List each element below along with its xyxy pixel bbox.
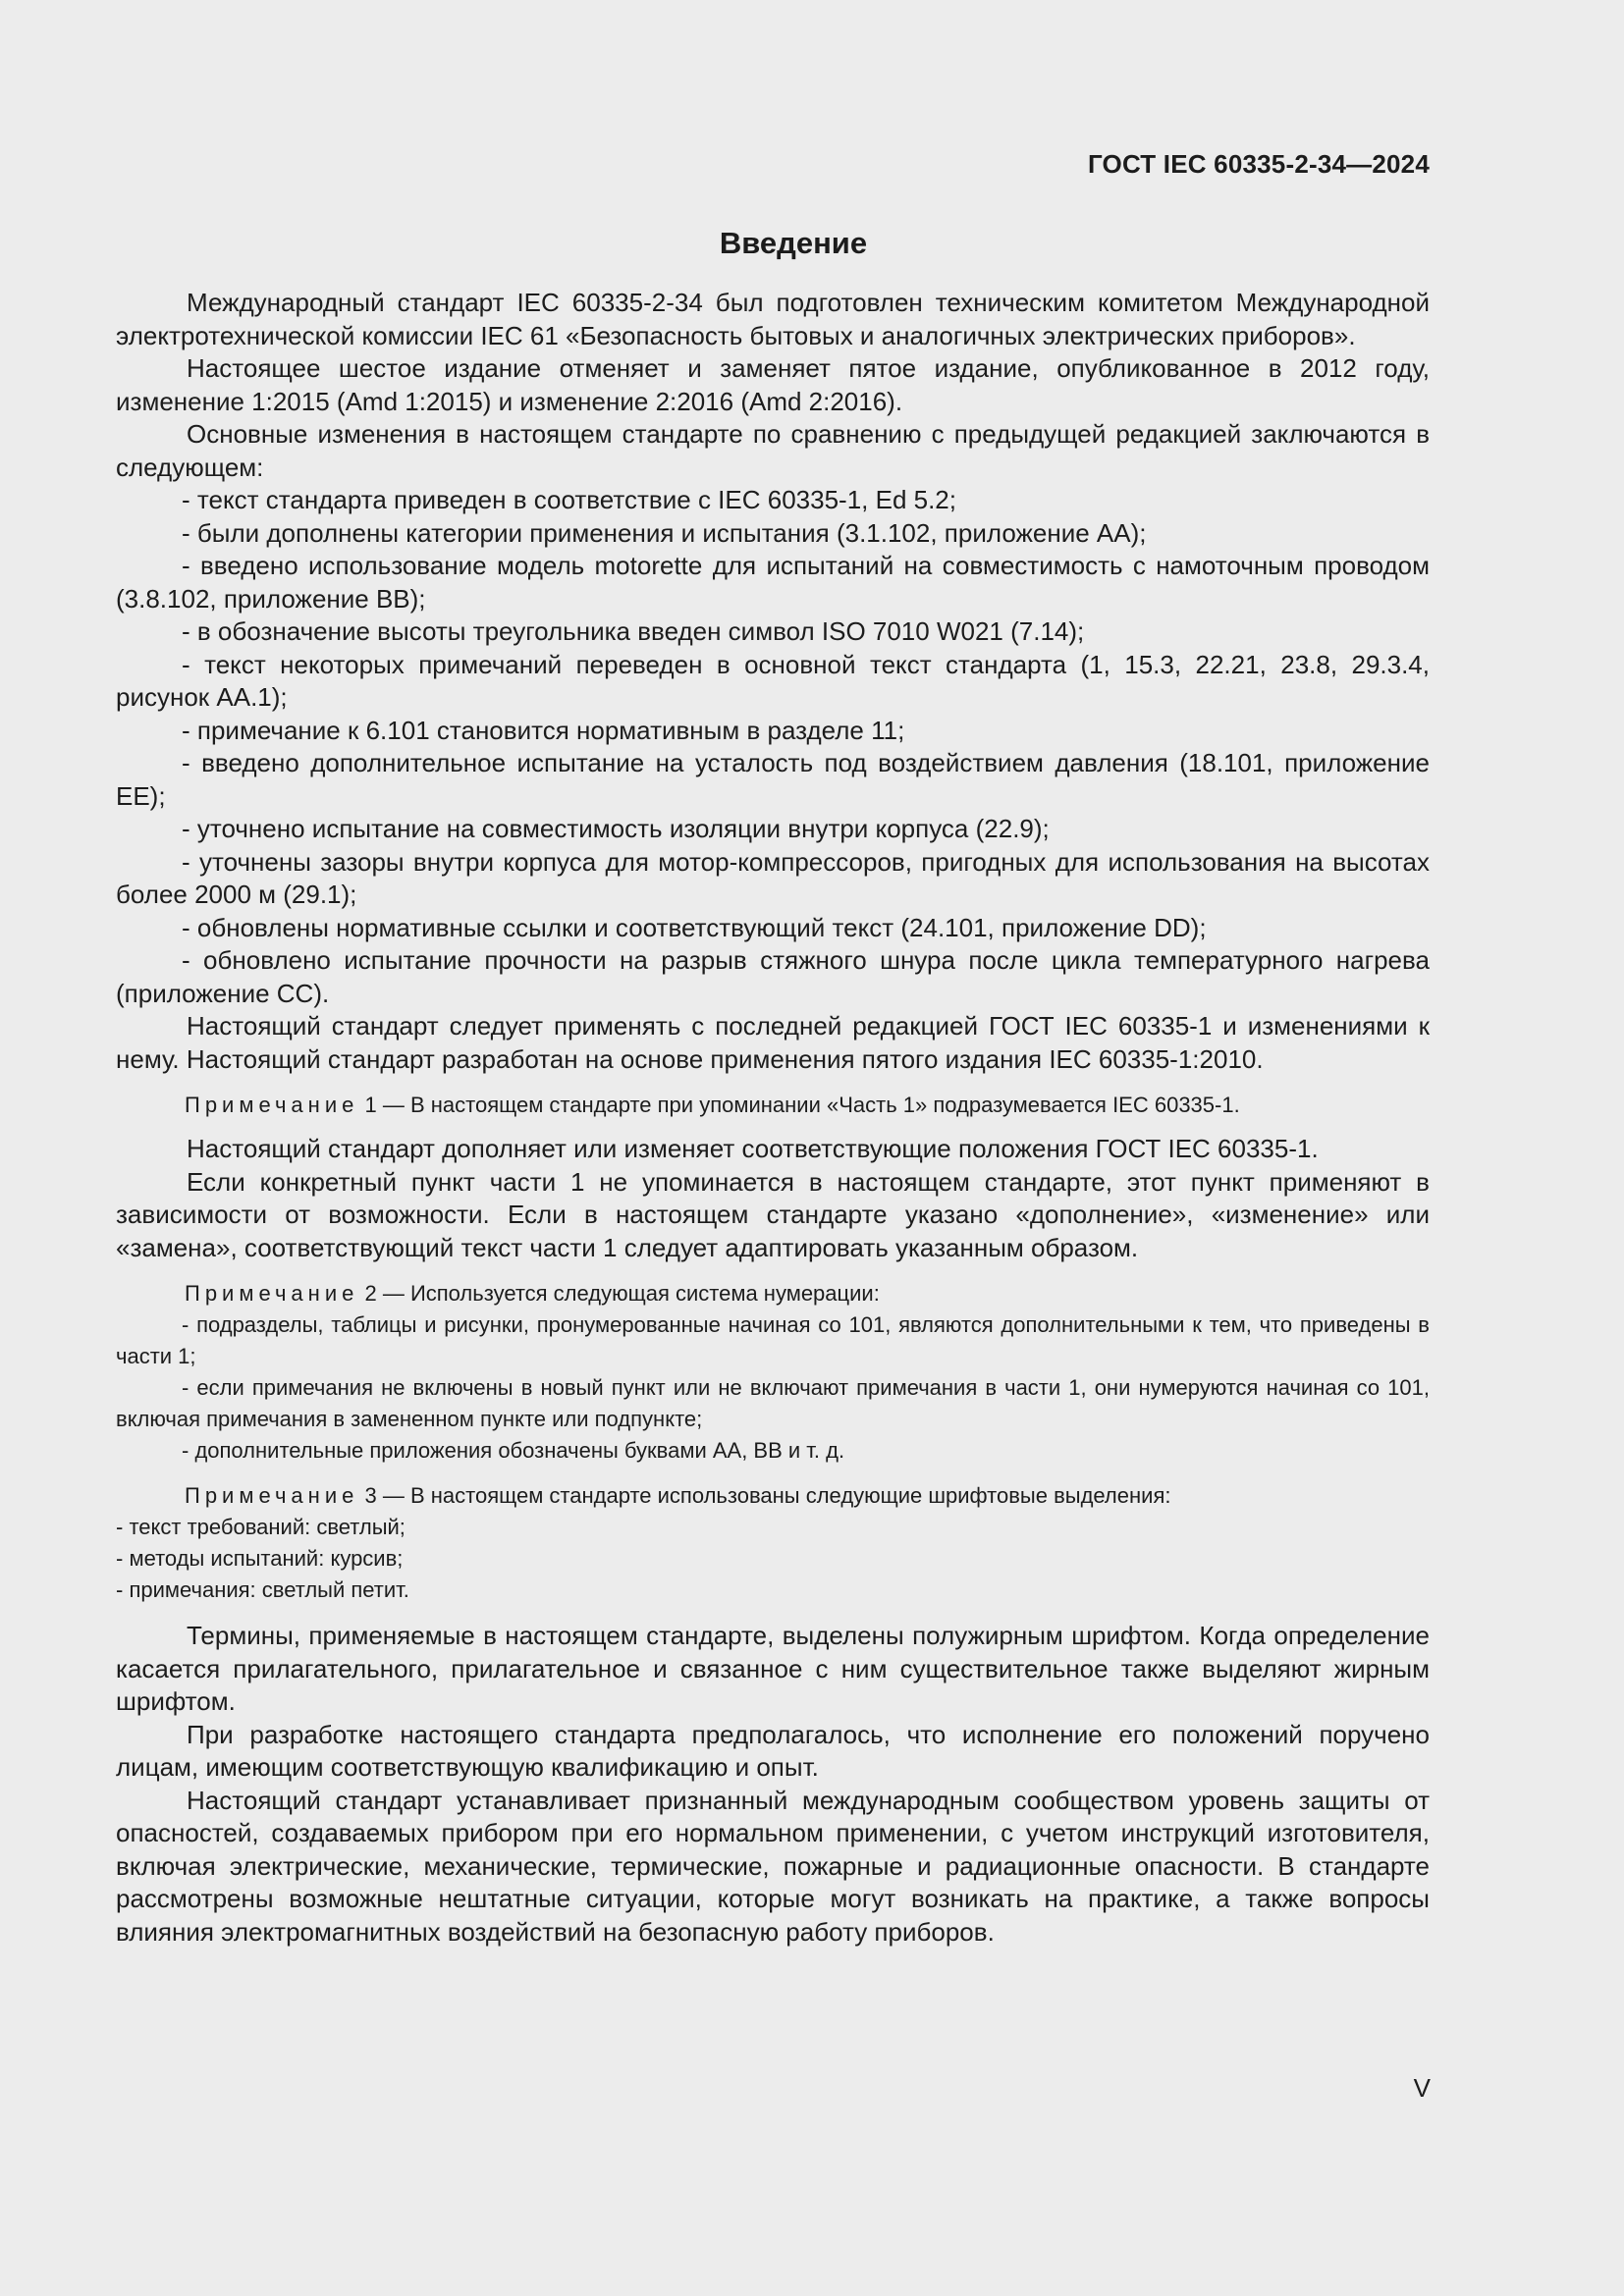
list-item: - текст некоторых примечаний переведен в основной текст стандарта (1, 15.3, 22.21, 23.8, 29.3.4, рисунок АА.1); [116, 649, 1430, 712]
note-number: 3 [364, 1483, 377, 1508]
paragraph: При разработке настоящего стандарта предполагалось, что исполнение его положений поручено лицам, имеющим соответствующую квалификацию и опыт. [116, 1719, 1430, 1782]
note-label: Примечание [185, 1093, 359, 1117]
paragraph: Термины, применяемые в настоящем стандарте, выделены полужирным шрифтом. Когда определение касается прилагательного, прилагательное и связанное с ним существительное также выделяют жирным шрифтом. [116, 1621, 1430, 1716]
note-list-item: - подразделы, таблицы и рисунки, пронумерованные начиная со 101, являются дополнительными к тем, что приведены в части 1; [116, 1312, 1430, 1368]
note-list-item: - если примечания не включены в новый пункт или не включают примечания в части 1, они нумеруются начиная со 101, включая примечания в замененном пункте или подпункте; [116, 1375, 1430, 1431]
paragraph: Международный стандарт IEC 60335-2-34 был подготовлен техническим комитетом Международной электротехнической комиссии IEC 61 «Безопасность бытовых и аналогичных электрических приборов». [116, 288, 1430, 350]
page-number: V [1413, 2073, 1431, 2103]
note-number: 1 [364, 1093, 377, 1117]
note-text: — В настоящем стандарте при упоминании «Часть 1» подразумевается IEC 60335-1. [382, 1093, 1240, 1117]
note-label: Примечание [185, 1483, 359, 1508]
note-list-item: - примечания: светлый петит. [116, 1577, 409, 1602]
note-heading [116, 1480, 1430, 1512]
note-text: — Используется следующая система нумерации: [382, 1281, 880, 1306]
note-heading [116, 1278, 1430, 1309]
note-3 [116, 1480, 1430, 1606]
paragraph: Основные изменения в настоящем стандарте по сравнению с предыдущей редакцией заключаются в следующем: [116, 419, 1430, 482]
list-item: - текст стандарта приведен в соответствие с IEC 60335-1, Ed 5.2; [182, 485, 956, 514]
note-text: — В настоящем стандарте использованы следующие шрифтовые выделения: [382, 1483, 1171, 1508]
list-item: - уточнены зазоры внутри корпуса для мотор-компрессоров, пригодных для использования на высотах более 2000 м (29.1); [116, 846, 1430, 909]
note-list-item: - методы испытаний: курсив; [116, 1546, 404, 1571]
document-code-header: ГОСТ IEC 60335-2-34—2024 [1087, 149, 1430, 179]
body-text [116, 287, 1430, 1949]
note-1 [116, 1090, 1430, 1121]
paragraph: Настоящий стандарт следует применять с последней редакцией ГОСТ IEC 60335-1 и изменениями к нему. Настоящий стандарт разработан на основе применения пятого издания IEC 60335-1:2010. [116, 1011, 1430, 1074]
list-item: - введено использование модель motorette для испытаний на совместимость с намоточным проводом (3.8.102, приложение ВВ); [116, 551, 1430, 614]
paragraph: Настоящее шестое издание отменяет и заменяет пятое издание, опубликованное в 2012 году, изменение 1:2015 (Amd 1:2015) и изменение 2:2016 (Amd 2:2016). [116, 353, 1430, 416]
note-list-item: - дополнительные приложения обозначены буквами АА, ВВ и т. д. [182, 1438, 845, 1463]
note-label: Примечание [185, 1281, 359, 1306]
list-item: - обновлено испытание прочности на разрыв стяжного шнура после цикла температурного нагрева (приложение СС). [116, 945, 1430, 1008]
paragraph: Если конкретный пункт части 1 не упоминается в настоящем стандарте, этот пункт применяют в зависимости от возможности. Если в настоящем стандарте указано «дополнение», «изменение» или «замена», соответствующий текст части 1 следует адаптировать указанным образом. [116, 1166, 1430, 1262]
section-title: Введение [719, 226, 868, 260]
note-number: 2 [364, 1281, 377, 1306]
list-item: - введено дополнительное испытание на усталость под воздействием давления (18.101, приложение ЕЕ); [116, 748, 1430, 811]
list-item: - в обозначение высоты треугольника введен символ ISO 7010 W021 (7.14); [182, 616, 1085, 646]
list-item: - обновлены нормативные ссылки и соответствующий текст (24.101, приложение DD); [182, 912, 1207, 942]
changes-list [116, 484, 1430, 1010]
paragraph: Настоящий стандарт дополняет или изменяет соответствующие положения ГОСТ IEC 60335-1. [187, 1134, 1319, 1163]
list-item: - примечание к 6.101 становится нормативным в разделе 11; [182, 715, 905, 745]
note-2 [116, 1278, 1430, 1467]
list-item: - были дополнены категории применения и испытания (3.1.102, приложение АА); [182, 517, 1147, 548]
list-item: - уточнено испытание на совместимость изоляции внутри корпуса (22.9); [182, 814, 1050, 843]
paragraph: Настоящий стандарт устанавливает признанный международным сообществом уровень защиты от опасностей, создаваемых прибором при его нормальном применении, с учетом инструкций изготовителя, включая электрические, механические, термические, пожарные и радиационные опасности. В стандарте рассмотрены возможные нештатные ситуации, которые могут возникать на практике, а также вопросы влияния электромагнитных воздействий на безопасную работу приборов. [116, 1785, 1430, 1947]
note-list-item: - текст требований: светлый; [116, 1515, 406, 1539]
